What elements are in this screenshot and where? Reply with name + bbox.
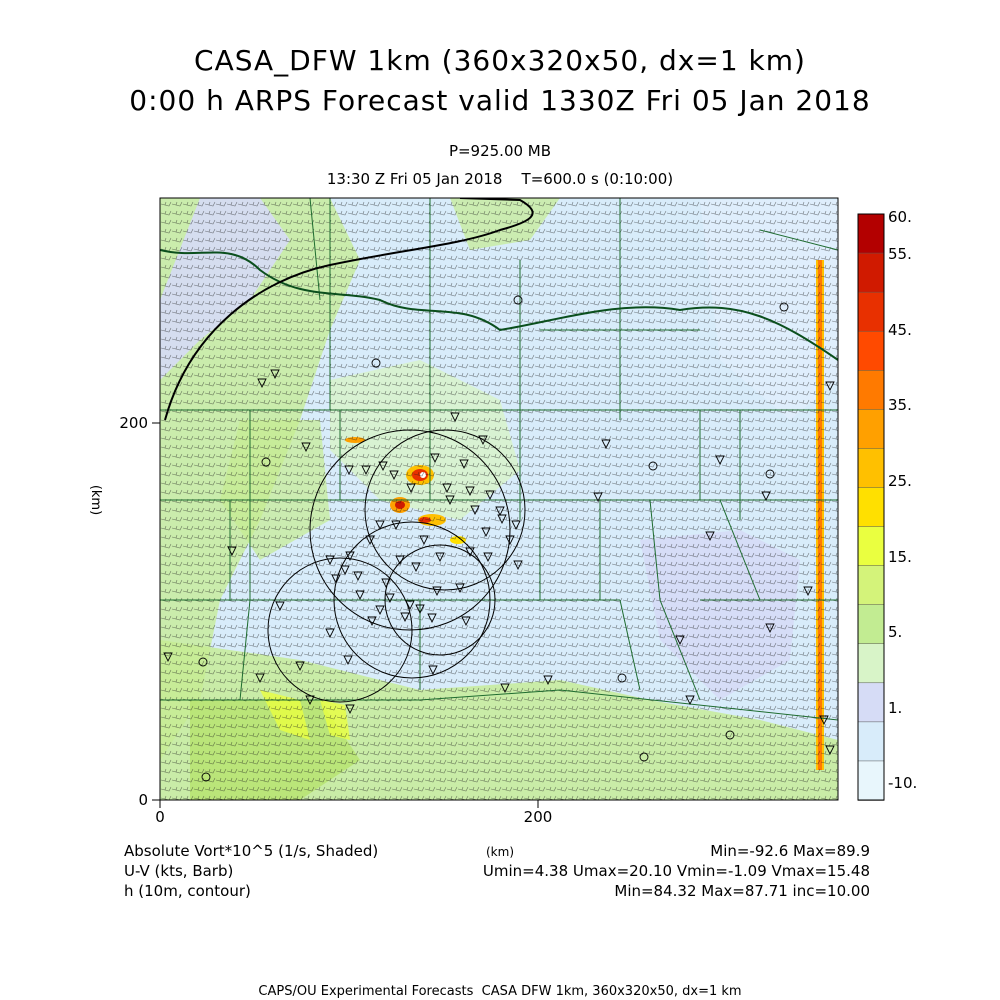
colorbar-swatch bbox=[858, 722, 884, 762]
colorbar-label-35: 35. bbox=[888, 396, 912, 414]
colorbar-swatch bbox=[858, 683, 884, 723]
colorbar-label-55: 55. bbox=[888, 245, 912, 263]
x-tick-200: 200 bbox=[523, 808, 553, 826]
y-axis-unit: (km) bbox=[88, 484, 103, 516]
legend-stats-wind: Umin=4.38 Umax=20.10 Vmin=-1.09 Vmax=15.48 bbox=[482, 862, 870, 880]
colorbar bbox=[858, 214, 884, 801]
colorbar-label-neg10: -10. bbox=[888, 774, 918, 792]
title-line-2: 0:00 h ARPS Forecast valid 1330Z Fri 05 Jan 2018 bbox=[129, 84, 871, 117]
colorbar-swatch bbox=[858, 292, 884, 332]
colorbar-label-1: 1. bbox=[888, 699, 903, 717]
colorbar-label-25: 25. bbox=[888, 472, 912, 490]
colorbar-swatch bbox=[858, 761, 884, 801]
colorbar-swatch bbox=[858, 527, 884, 567]
legend-field-height: h (10m, contour) bbox=[124, 882, 251, 900]
colorbar-swatch bbox=[858, 214, 884, 254]
legend-field-vorticity: Absolute Vort*10^5 (1/s, Shaded) bbox=[124, 842, 379, 860]
colorbar-swatch bbox=[858, 448, 884, 488]
colorbar-swatch bbox=[858, 487, 884, 527]
colorbar-swatch bbox=[858, 331, 884, 371]
legend-stats-height: Min=84.32 Max=87.71 inc=10.00 bbox=[614, 882, 870, 900]
legend-stats-vorticity: Min=-92.6 Max=89.9 bbox=[710, 842, 870, 860]
valid-time-label: 13:30 Z Fri 05 Jan 2018 T=600.0 s (0:10:00) bbox=[326, 170, 674, 188]
pressure-level-label: P=925.00 MB bbox=[448, 142, 552, 160]
colorbar-swatch bbox=[858, 644, 884, 684]
colorbar-label-45: 45. bbox=[888, 321, 912, 339]
colorbar-label-60: 60. bbox=[888, 208, 912, 226]
x-axis-unit: (km) bbox=[486, 845, 515, 859]
colorbar-swatch bbox=[858, 409, 884, 449]
colorbar-swatch bbox=[858, 566, 884, 606]
colorbar-swatch bbox=[858, 605, 884, 645]
x-tick-0: 0 bbox=[155, 808, 165, 826]
colorbar-label-5: 5. bbox=[888, 623, 903, 641]
colorbar-swatch bbox=[858, 253, 884, 293]
colorbar-swatch bbox=[858, 370, 884, 410]
title-line-1: CASA_DFW 1km (360x320x50, dx=1 km) bbox=[194, 44, 806, 77]
legend-field-wind: U-V (kts, Barb) bbox=[124, 862, 234, 880]
colorbar-label-15: 15. bbox=[888, 548, 912, 566]
y-tick-200: 200 bbox=[119, 414, 148, 432]
y-tick-0: 0 bbox=[138, 791, 148, 809]
footer-credit: CAPS/OU Experimental Forecasts CASA DFW 1km, 360x320x50, dx=1 km bbox=[258, 984, 742, 999]
